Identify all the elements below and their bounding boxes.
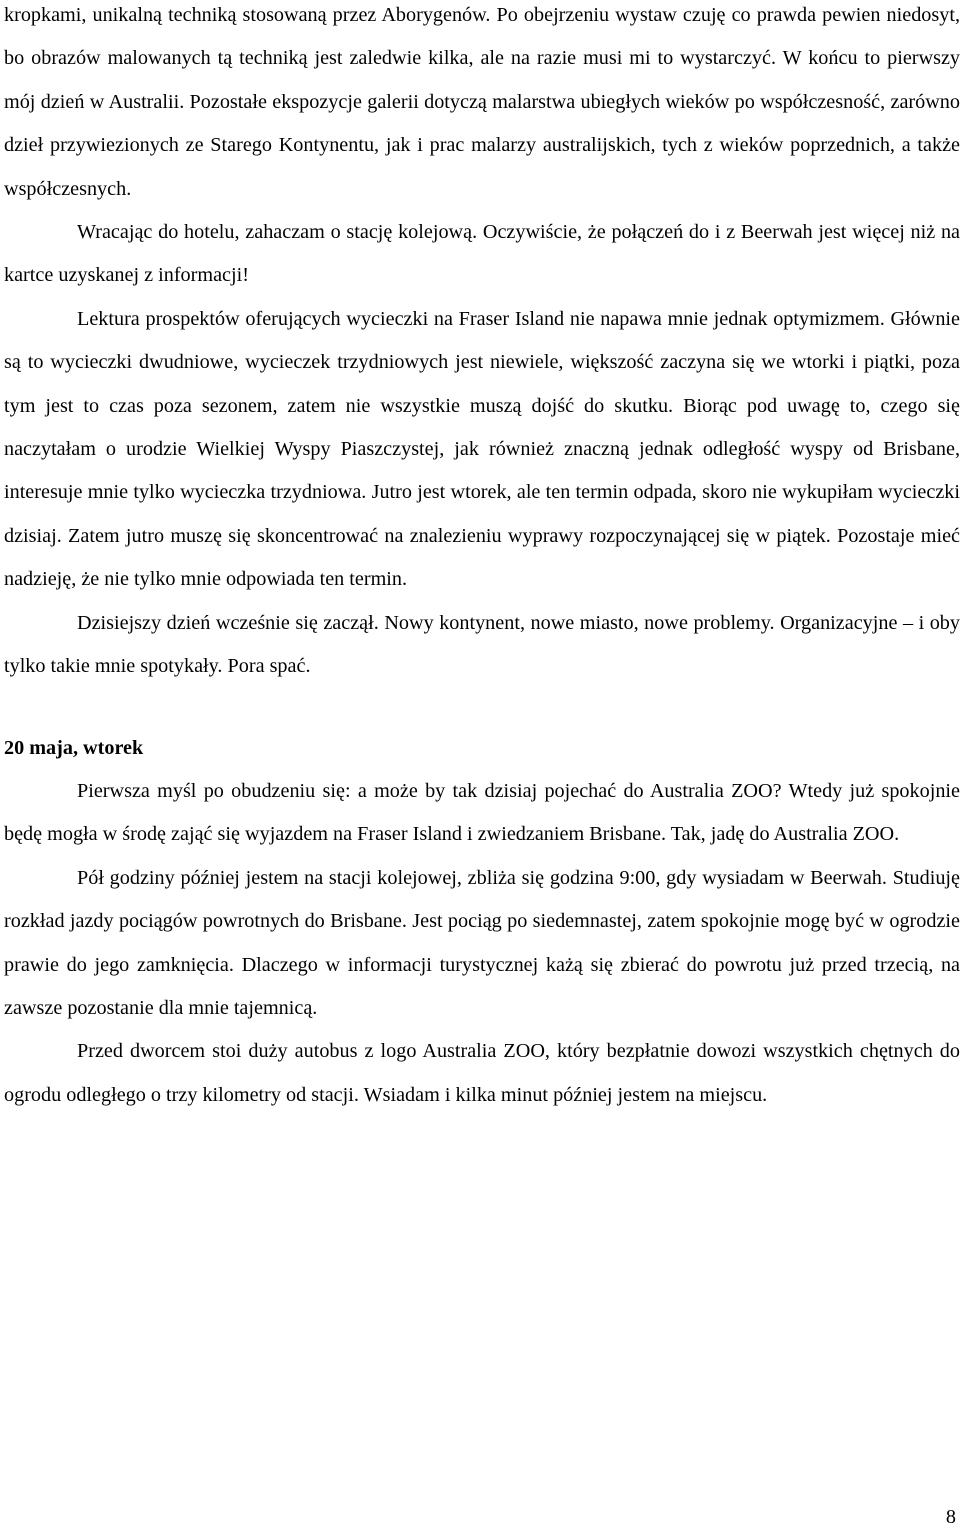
paragraph-continued: kropkami, unikalną techniką stosowaną przez Aborygenów. Po obejrzeniu wystaw czuję co prawda pewien niedosyt, bo obrazów malowanych tą techniką jest zaledwie kilka, ale na razie musi mi to wystarczyć. W końcu to pierwszy mój dzień w Australii. Pozostałe ekspozycje galerii dotyczą malarstwa ubiegłych wieków po współczesność, zarówno dzieł przywiezionych ze Starego Kontynentu, jak i prac malarzy australijskich, tych z wieków poprzednich, a także współczesnych. [4, 4, 960, 200]
document-page [4, 0, 960, 1117]
paragraph: Wracając do hotelu, zahaczam o stację kolejową. Oczywiście, że połączeń do i z Beerwah jest więcej niż na kartce uzyskanej z informacji! [4, 221, 960, 287]
paragraph: Pierwsza myśl po obudzeniu się: a może by tak dzisiaj pojechać do Australia ZOO? Wtedy już spokojnie będę mogła w środę zająć się wyjazdem na Fraser Island i zwiedzaniem Brisbane. Tak, jadę do Australia ZOO. [4, 779, 960, 846]
paragraph: Dzisiejszy dzień wcześnie się zaczął. Nowy kontynent, nowe miasto, nowe problemy. Organizacyjne – i oby tylko takie mnie spotykały. Pora spać. [4, 611, 960, 678]
page-number: 8 [945, 1506, 956, 1528]
paragraph: Lektura prospektów oferujących wycieczki na Fraser Island nie napawa mnie jednak optymizmem. Głównie są to wycieczki dwudniowe, wycieczek trzydniowych jest niewiele, większość zaczyna się we wtorki i piątki, poza tym jest to czas poza sezonem, zatem nie wszystkie muszą dojść do skutku. Biorąc pod uwagę to, czego się naczytałam o urodzie Wielkiej Wyspy Piaszczystej, jak również znaczną jednak odległość wyspy od Brisbane, interesuje mnie tylko wycieczka trzydniowa. Jutro jest wtorek, ale ten termin odpada, skoro nie wykupiłam wycieczki dzisiaj. Zatem jutro muszę się skoncentrować na znalezieniu wyprawy rozpoczynającej się w piątek. Pozostaje mieć nadzieję, że nie tylko mnie odpowiada ten termin. [4, 307, 960, 591]
date-heading: 20 maja, wtorek [4, 736, 144, 759]
paragraph: Pół godziny później jestem na stacji kolejowej, zbliża się godzina 9:00, gdy wysiadam w Beerwah. Studiuję rozkład jazdy pociągów powrotnych do Brisbane. Jest pociąg po siedemnastej, zatem spokojnie mogę być w ogrodzie prawie do jego zamknięcia. Dlaczego w informacji turystycznej każą się zbierać do powrotu już przed trzecią, na zawsze pozostanie dla mnie tajemnicą. [4, 866, 960, 1019]
paragraph: Przed dworcem stoi duży autobus z logo Australia ZOO, który bezpłatnie dowozi wszystkich chętnych do ogrodu odległego o trzy kilometry od stacji. Wsiadam i kilka minut później jestem na miejscu. [4, 1040, 960, 1106]
